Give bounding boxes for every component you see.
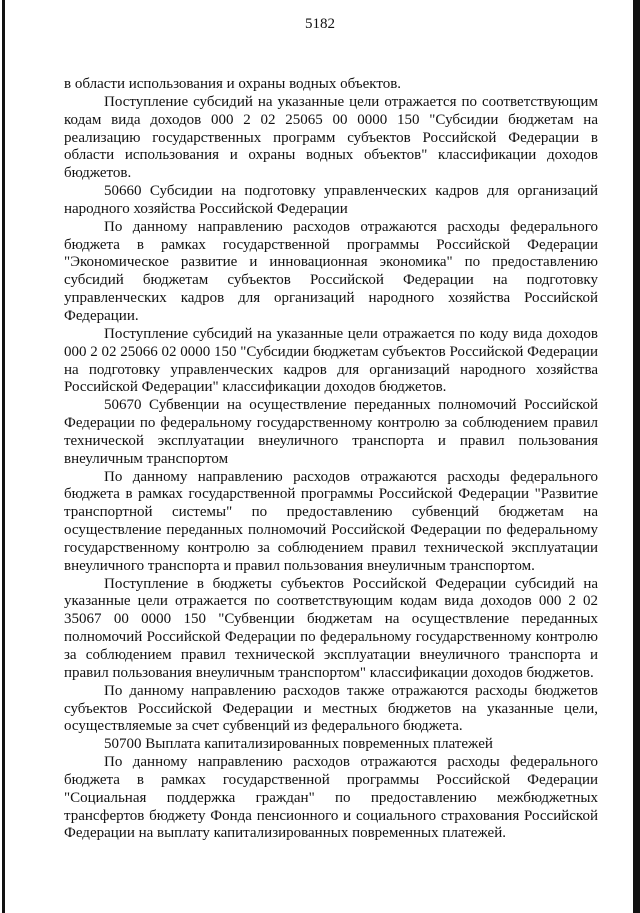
scan-left-edge xyxy=(2,0,5,913)
section-heading: 50670 Субвенции на осуществление переданных полномочий Российской Федерации по федеральному государственному контролю за соблюдением правил технической эксплуатации внеуличного транспорта и правил пользования внеуличным транспортом xyxy=(64,397,598,467)
paragraph: По данному направлению расходов отражаются расходы федерального бюджета в рамках государственной программы Российской Федерации "Социальная поддержка граждан" по предоставлению межбюджетных трансфертов бюджету Фонда пенсионного и социального страхования Российской Федерации на выплату капитализированных повременных платежей. xyxy=(64,754,598,842)
paragraph: Поступление субсидий на указанные цели отражается по соответствующим кодам вида доходов 000 2 02 25065 00 0000 150 "Субсидии бюджетам на реализацию государственных программ субъектов Российской Федерации в области использования и охраны водных объектов" классификации доходов бюджетов. xyxy=(64,93,598,182)
paragraph: По данному направлению расходов отражаются расходы федерального бюджета в рамках государственной программы Российской Федерации "Экономическое развитие и инновационная экономика" по предоставлению субсидий бюджетам субъектов Российской Федерации на подготовку управленческих кадров для организаций народного хозяйства Российской Федерации. xyxy=(64,218,598,324)
paragraph: По данному направлению расходов отражаются расходы федерального бюджета в рамках государственной программы Российской Федерации "Развитие транспортной системы" по предоставлению субвенций бюджетам на осуществление переданных полномочий Российской Федерации по федеральному государственному контролю за соблюдением правил технической эксплуатации внеуличного транспорта и правил пользования внеуличным транспортом. xyxy=(64,468,598,574)
section-heading: 50700 Выплата капитализированных повременных платежей xyxy=(104,736,493,753)
paragraph: Поступление в бюджеты субъектов Российской Федерации субсидий на указанные цели отражается по соответствующим кодам вида доходов 000 2 02 35067 00 0000 150 "Субвенции бюджетам на осуществление переданных полномочий Российской Федерации по федеральному государственному контролю за соблюдением правил технической эксплуатации внеуличного транспорта и правил пользования внеуличным транспортом" классификации доходов бюджетов. xyxy=(64,575,598,681)
document-body xyxy=(64,76,598,843)
paragraph: Поступление субсидий на указанные цели отражается по коду вида доходов 000 2 02 25066 02 0000 150 "Субсидии бюджетам субъектов Российской Федерации на подготовку управленческих кадров для организаций народного хозяйства Российской Федерации" классификации доходов бюджетов. xyxy=(64,325,598,396)
paragraph: в области использования и охраны водных объектов. xyxy=(64,76,402,92)
page-number: 5182 xyxy=(305,16,335,32)
scan-right-edge xyxy=(633,0,640,913)
paragraph: По данному направлению расходов также отражаются расходы бюджетов субъектов Российской Федерации и местных бюджетов на указанные цели, осуществляемые за счет субвенций из федерального бюджета. xyxy=(64,682,598,735)
section-heading: 50660 Субсидии на подготовку управленческих кадров для организаций народного хозяйства Российской Федерации xyxy=(64,183,598,217)
